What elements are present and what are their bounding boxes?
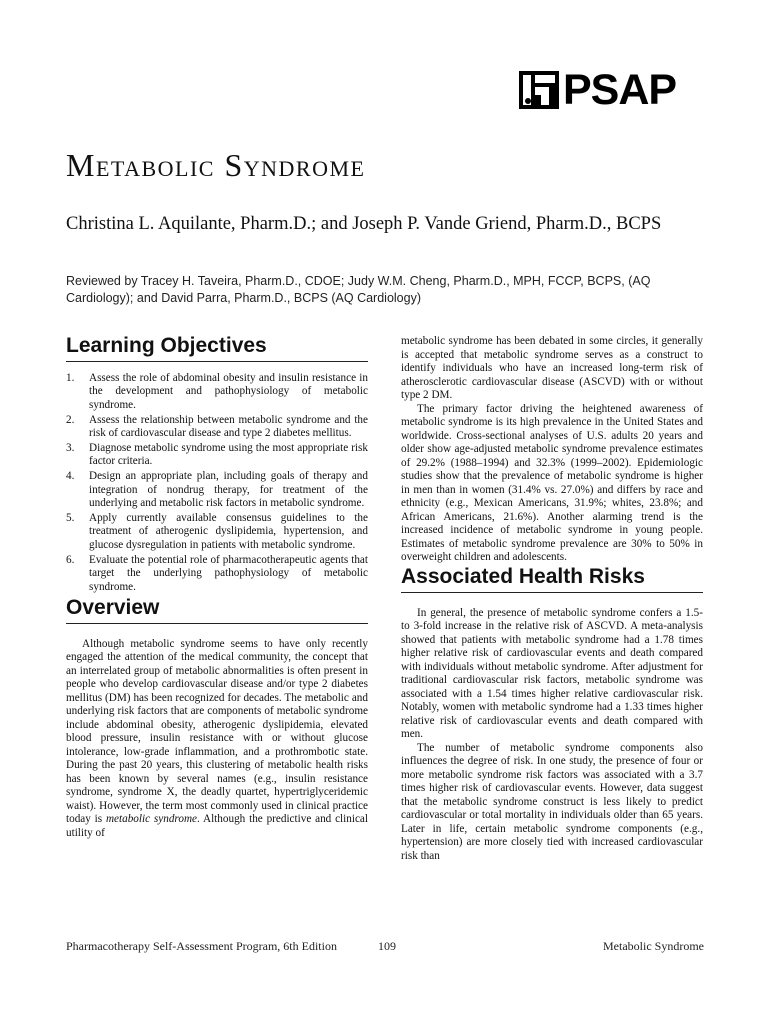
left-column [66,334,368,840]
page-footer [66,939,704,955]
list-item: 1. Assess the role of abdominal obesity and insulin resistance in the development and pathophysiology of metabolic syndrome. [66,372,368,411]
psap-emblem-icon [519,71,559,109]
psap-logo [519,66,677,114]
list-item: 2. Assess the relationship between metabolic syndrome and the risk of cardiovascular disease and type 2 diabetes mellitus. [66,413,368,440]
list-item: 6. Evaluate the potential role of pharmacotherapeutic agents that target the underlying pathophysiology of metabolic syndrome. [66,553,368,593]
article-title: Metabolic Syndrome [66,147,366,183]
reviewers: Reviewed by Tracey H. Taveira, Pharm.D., CDOE; Judy W.M. Cheng, Pharm.D., MPH, FCCP, BCPS, (AQ Cardiology); and David Parra, Pharm.D., BCPS (AQ Cardiology) [66,274,651,305]
associated-health-risks-heading: Associated Health Risks [401,565,703,593]
health-risks-paragraph-1: In general, the presence of metabolic syndrome confers a 1.5- to 3-fold increase in the relative risk of ASCVD. A meta-analysis showed that patients with metabolic syndrome had a 1.78 times higher relative risk of cardiovascular events and death compared with individuals without metabolic syndrome. After adjustment for traditional cardiovascular risk factors, metabolic syndrome was associated with a 1.54 times higher relative cardiovascular risk. Notably, women with metabolic syndrome had a 1.33 times higher relative risk of cardiovascular events and death compared with men. [401,606,703,740]
list-item: 3. Diagnose metabolic syndrome using the most appropriate risk factor criteria. [66,442,368,468]
learning-objectives-heading: Learning Objectives [66,334,368,362]
list-item: 5. Apply currently available consensus guidelines to the treatment of atherogenic dyslipidemia, hypertension, and glucose dysregulation in patients with metabolic syndrome. [66,512,368,551]
health-risks-paragraph-2: The number of metabolic syndrome components also influences the degree of risk. In one study, the presence of four or more metabolic syndrome risk factors was associated with a 3.7 times higher risk of cardiovascular events. However, data suggest that the metabolic syndrome construct is less likely to predict cardiovascular or total mortality in individuals older than 65 years. Later in life, certain metabolic syndrome components (e.g., hypertension) are more closely tied with increased cardiovascular risk than [401,741,703,862]
authors: Christina L. Aquilante, Pharm.D.; and Joseph P. Vande Griend, Pharm.D., BCPS [66,214,662,234]
learning-objectives-list [66,372,368,594]
footer-publication: Pharmacotherapy Self-Assessment Program, 6th Edition [66,939,337,953]
overview-heading: Overview [66,596,368,624]
prevalence-paragraph: The primary factor driving the heightened awareness of metabolic syndrome is its high prevalence in the United States and worldwide. Cross-sectional analyses of U.S. adults 20 years and older show age-adjusted metabolic syndrome prevalence estimates of 29.2% (1988–1994) and 32.3% (1999–2002). Epidemiologic studies show that the prevalence of metabolic syndrome is higher in men than in women (31.4% vs. 27.0%) and differs by race and ethnicity (e.g., Mexican Americans, 31.9%; whites, 23.8%; and African Americans, 21.6%). Another alarming trend is the increased incidence of metabolic syndrome in young people. Estimates of metabolic syndrome prevalence are 30% to 50% in overweight children and adolescents. [401,402,703,563]
page-number: 109 [378,939,396,953]
overview-paragraph: Although metabolic syndrome seems to have only recently engaged the attention of the medical community, the concept that an interrelated group of metabolic abnormalities is often present in people who develop cardiovascular disease and/or type 2 diabetes mellitus (DM) has been recognized for decades. The metabolic and underlying risk factors that are components of metabolic syndrome include abdominal obesity, atherogenic dyslipidemia, elevated blood pressure, insulin resistance with or without glucose intolerance, low-grade inflammation, and a prothrombotic state. During the past 20 years, this clustering of metabolic health risks has been known by several names (e.g., insulin resistance syndrome, syndrome X, the deadly quartet, hypertriglyceridemic waist). However, the term most commonly used in clinical practice today is metabolic syndrome. Although the predictive and clinical utility of [66,637,369,839]
right-column [401,335,703,863]
continued-paragraph: metabolic syndrome has been debated in some circles, it generally is accepted that metabolic syndrome serves as a construct to identify individuals who have an increased long-term risk of atherosclerotic cardiovascular disease (ASCVD) with or without type 2 DM. [401,335,703,401]
logo-text: PSAP [563,66,677,114]
footer-chapter: Metabolic Syndrome [603,939,704,953]
list-item: 4. Design an appropriate plan, including goals of therapy and integration of nondrug therapy, for treatment of the underlying and metabolic risk factors in metabolic syndrome. [66,470,368,510]
